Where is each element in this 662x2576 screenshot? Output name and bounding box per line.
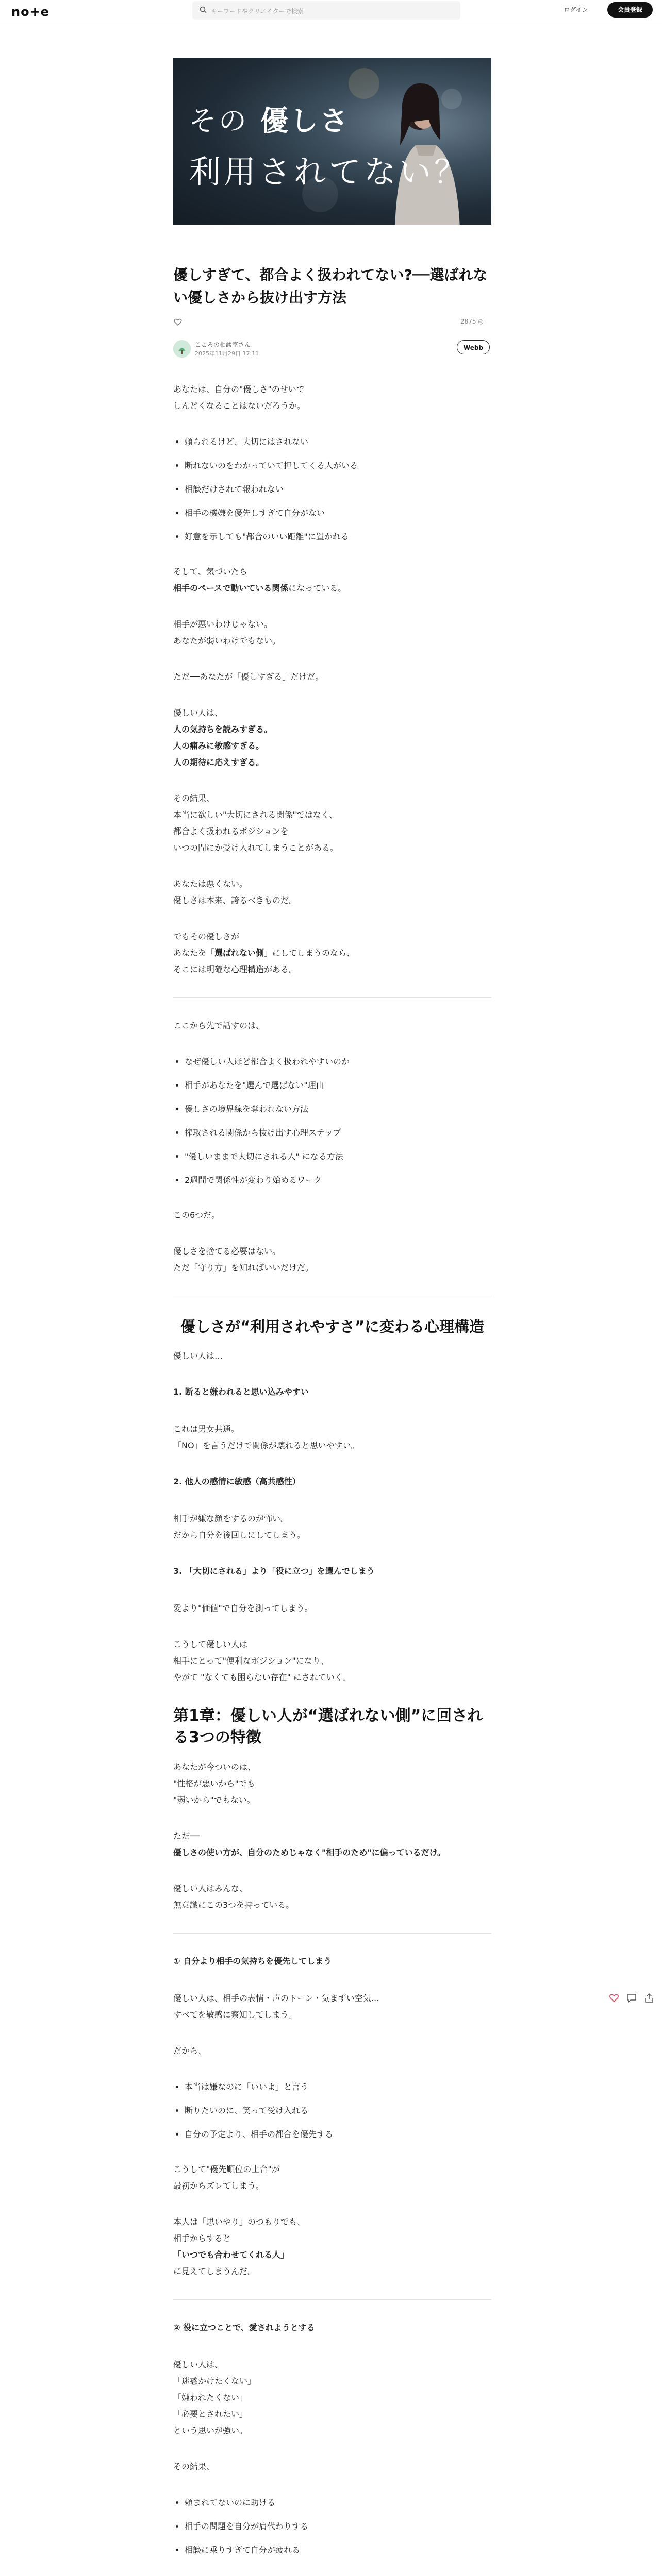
list-item: • 自分の予定より、相手の都合を優先する: [185, 2126, 491, 2143]
list-item: • 相談だけされて報われない: [185, 481, 491, 498]
hero-line-1: [189, 99, 350, 139]
paragraph: ただ── 優しさの使い方が、自分のためじゃなく"相手のため"に偏っているだけ。: [173, 1831, 446, 1857]
bokeh-light: [349, 68, 379, 99]
paragraph: この6つだ。: [173, 1210, 220, 1220]
list-item: • 頼られるけど、大切にはされない: [185, 434, 491, 450]
article-title: 優しすぎて、都合よく扱われてない?──選ばれない優しさから抜け出す方法: [173, 266, 488, 306]
paragraph: そして、気づいたら 相手のペースで動いている関係になっている。: [173, 567, 346, 593]
note-logo[interactable]: no+e: [11, 5, 49, 19]
list-item: • 相手の機嫌を優先しすぎて自分がない: [185, 505, 491, 521]
bullet-list: [173, 1054, 491, 1189]
view-count-value: 2875: [460, 318, 476, 325]
paragraph: 本人は「思いやり」のつもりでも、 相手からすると 「いつでも合わせてくれる人」 に見えてしまうんだ。: [173, 2217, 306, 2276]
hero-line-1-a: その: [189, 105, 249, 137]
bullet-list: [173, 2495, 491, 2558]
list-item: • 相手があなたを"選んで選ばない"理由: [185, 1077, 491, 1094]
subheading: 2. 他人の感情に敏感（高共感性）: [173, 1477, 301, 1486]
paragraph: その結果、: [173, 2462, 215, 2471]
paragraph: こうして優しい人は 相手にとって"便利なポジション"になり、 やがて "なくても困らない存在" にされていく。: [173, 1639, 351, 1682]
section-heading: 優しさが“利用されやすさ”に変わる心理構造: [180, 1318, 485, 1335]
paragraph: あなたは悪くない。 優しさは本来、誇るべきものだ。: [173, 879, 297, 905]
chapter-heading: 第1章：優しい人が“選ばれない側”に回される3つの特徴: [173, 1707, 483, 1747]
divider: [173, 997, 491, 998]
avatar[interactable]: [173, 340, 191, 358]
paragraph: あなたが今ついのは、 "性格が悪いから"でも "弱いから"でもない。: [173, 1762, 256, 1805]
search-icon: [200, 6, 207, 13]
paragraph: 優しい人は、 「迷惑かけたくない」 「嫌われたくない」 「必要とされたい」 という思いが強い。: [173, 2360, 256, 2435]
paragraph: 優しさを捨てる必要はない。 ただ「守り方」を知ればいいだけだ。: [173, 1246, 314, 1273]
publish-date: 2025年11月29日 17:11: [195, 350, 259, 357]
signup-button[interactable]: 会員登録: [607, 2, 653, 18]
paragraph: ただ──あなたが「優しすぎる」だけだ。: [173, 672, 324, 682]
list-item: • 相談に乗りすぎて自分が疲れる: [185, 2542, 491, 2558]
subheading: 1. 断ると嫌われると思い込みやすい: [173, 1387, 309, 1397]
heart-icon[interactable]: [608, 1992, 620, 2004]
author-name[interactable]: こころの相談室さん: [195, 341, 251, 348]
paragraph: 相手が嫌な顔をするのが怖い。 だから自分を後回しにしてしまう。: [173, 1514, 306, 1540]
bullet-list: [173, 434, 491, 545]
heart-icon[interactable]: [173, 317, 183, 327]
list-item: • 断りたいのに、笑って受け入れる: [185, 2103, 491, 2119]
divider: [173, 2299, 491, 2300]
list-item: • 好意を示しても"都合のいい距離"に置かれる: [185, 529, 491, 545]
subheading: ② 役に立つことで、愛されようとする: [173, 2323, 315, 2332]
list-item: • 2週間で関係性が変わり始めるワーク: [185, 1172, 491, 1189]
hero-line-2: 利用されてない？: [189, 153, 470, 191]
paragraph: あなたは、自分の"優しさ"のせいで しんどくなることはないだろうか。: [173, 384, 306, 411]
list-item: • なぜ優しい人ほど都合よく扱われやすいのか: [185, 1054, 491, 1070]
list-item: • 頼まれてないのに助ける: [185, 2495, 491, 2511]
view-icon: ◎: [478, 318, 484, 325]
search-placeholder: キーワードやクリエイターで検索: [211, 8, 304, 15]
paragraph: これは男女共通。 「NO」を言うだけで関係が壊れると思いやすい。: [173, 1424, 359, 1450]
article-body: [173, 381, 491, 2576]
paragraph: こうして"優先順位の土台"が 最初からズレてしまう。: [173, 2164, 280, 2191]
avatar-image: [173, 340, 191, 358]
floating-actions: [608, 1992, 655, 2004]
paragraph: だから、: [173, 2046, 207, 2056]
subheading: 3. 「大切にされる」より「役に立つ」を選んでしまう: [173, 1566, 375, 1576]
hero-image: [173, 58, 491, 225]
paragraph: その結果、 本当に欲しい"大切にされる関係"ではなく、 都合よく扱われるポジションを いつの間にか受け入れてしまうことがある。: [173, 793, 339, 853]
paragraph: 優しい人は…: [173, 1351, 223, 1361]
paragraph: ここから先で話すのは、: [173, 1021, 264, 1030]
list-item: • 相手の問題を自分が肩代わりする: [185, 2518, 491, 2535]
paragraph: でもその優しさが あなたを「選ばれない側」にしてしまうのなら、 そこには明確な心理構造がある。: [173, 931, 355, 974]
paragraph: 優しい人は、 人の気持ちを読みすぎる。 人の痛みに敏感すぎる。 人の期待に応えすぎる。: [173, 708, 273, 767]
list-item: • 本当は嫌なのに「いいよ」と言う: [185, 2079, 491, 2095]
follow-button[interactable]: Webb: [457, 340, 490, 354]
paragraph: 優しい人はみんな、 無意識にこの3つを持っている。: [173, 1884, 294, 1910]
list-item: • 搾取される関係から抜け出す心理ステップ: [185, 1125, 491, 1141]
comment-icon[interactable]: [626, 1992, 637, 2004]
subheading: ① 自分より相手の気持ちを優先してしまう: [173, 1956, 332, 1966]
share-icon[interactable]: [643, 1992, 655, 2004]
view-count: [460, 318, 484, 325]
hero-line-1-b: 優しさ: [260, 105, 350, 137]
paragraph: 相手が悪いわけじゃない。 あなたが弱いわけでもない。: [173, 619, 281, 646]
list-item: • "優しいままで大切にされる人" になる方法: [185, 1148, 491, 1165]
list-item: • 優しさの境界線を奪われない方法: [185, 1101, 491, 1117]
paragraph: 愛より"価値"で自分を測ってしまう。: [173, 1603, 313, 1613]
login-link[interactable]: ログイン: [564, 6, 588, 13]
divider: [173, 1933, 491, 1934]
paragraph: 優しい人は、相手の表情・声のトーン・気まずい空気… すべてを敏感に察知してしまう。: [173, 1993, 379, 2020]
list-item: • 断れないのをわかっていて押してくる人がいる: [185, 457, 491, 474]
top-header: [0, 0, 662, 23]
search-bar[interactable]: [192, 1, 460, 20]
bullet-list: [173, 2079, 491, 2143]
